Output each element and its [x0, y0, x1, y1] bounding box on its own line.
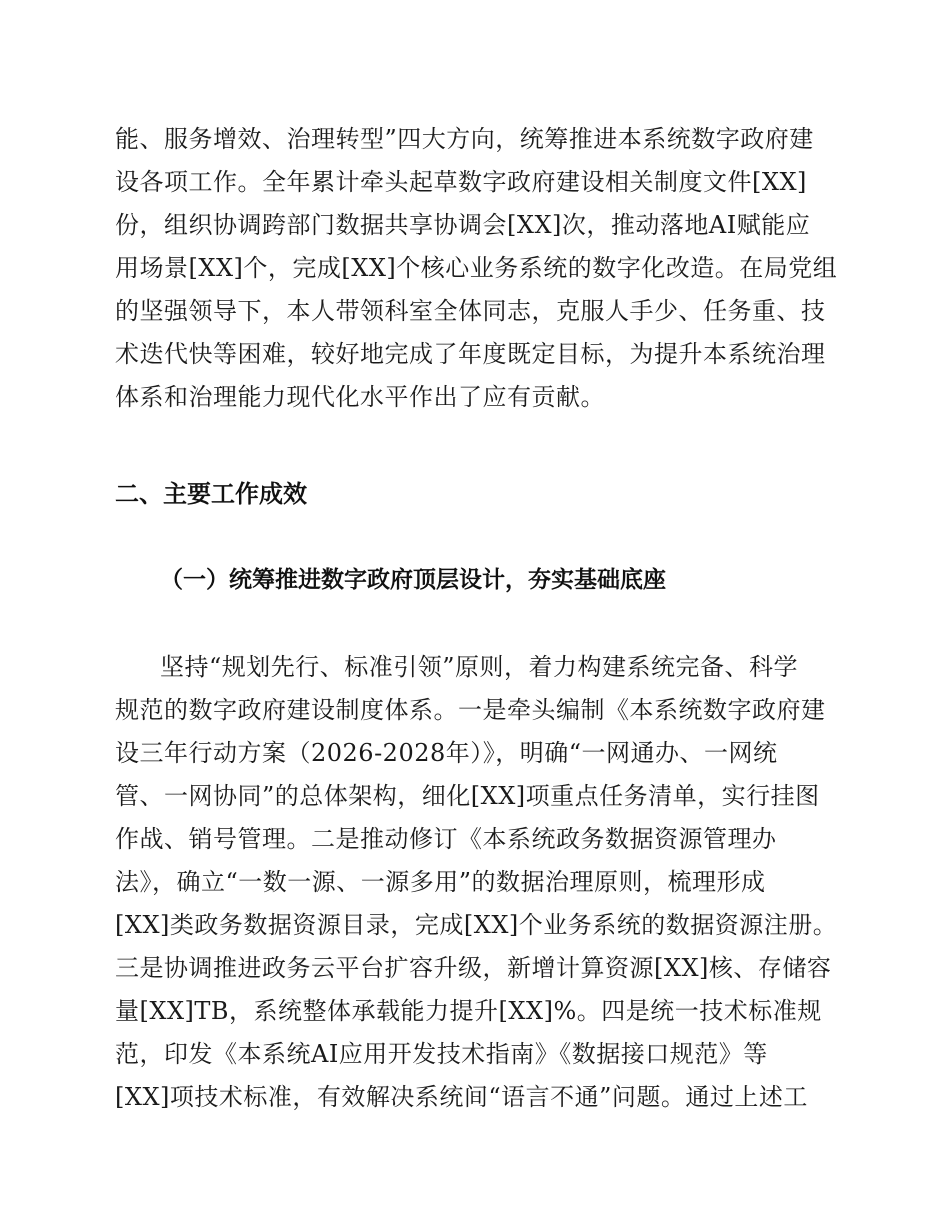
body-line-3: 设三年行动方案（2026-2028年）》，明确“一网通办、一网统	[115, 739, 778, 767]
intro-line-6: 术迭代快等困难，较好地完成了年度既定目标，为提升本系统治理	[115, 340, 826, 368]
body-line-6: 法》，确立“一数一源、一源多用”的数据治理原则，梳理形成	[115, 868, 766, 896]
intro-line-2: 设各项工作。全年累计牵头起草数字政府建设相关制度文件[XX]	[115, 168, 807, 196]
body-line-8: 三是协调推进政务云平台扩容升级，新增计算资源[XX]核、存储容	[115, 954, 832, 982]
intro-line-3: 份，组织协调跨部门数据共享协调会[XX]次，推动落地AI赋能应	[115, 211, 811, 239]
body-line-5: 作战、销号管理。二是推动修订《本系统政务数据资源管理办	[115, 825, 777, 853]
intro-line-4: 用场景[XX]个，完成[XX]个核心业务系统的数字化改造。在局党组	[115, 254, 838, 282]
body-line-7: [XX]类政务数据资源目录，完成[XX]个业务系统的数据资源注册。	[115, 911, 838, 939]
body-line-10: 范，印发《本系统AI应用开发技术指南》《数据接口规范》等	[115, 1040, 768, 1068]
intro-line-7: 体系和治理能力现代化水平作出了应有贡献。	[115, 383, 605, 411]
intro-line-1: 能、服务增效、治理转型”四大方向，统筹推进本系统数字政府建	[115, 125, 814, 153]
intro-line-5: 的坚强领导下，本人带领科室全体同志，克服人手少、任务重、技	[115, 297, 826, 325]
body-line-2: 规范的数字政府建设制度体系。一是牵头编制《本系统数字政府建	[115, 696, 826, 724]
section-heading: 二、主要工作成效	[115, 480, 307, 508]
body-line-4: 管、一网协同”的总体架构，细化[XX]项重点任务清单，实行挂图	[115, 782, 820, 810]
body-line-1: 坚持“规划先行、标准引领”原则，着力构建系统完备、科学	[160, 653, 799, 681]
body-line-9: 量[XX]TB，系统整体承载能力提升[XX]%。四是统一技术标准规	[115, 997, 822, 1025]
body-line-11: [XX]项技术标准，有效解决系统间“语言不通”问题。通过上述工	[115, 1083, 808, 1111]
subsection-heading: （一）统筹推进数字政府顶层设计，夯实基础底座	[160, 566, 666, 593]
